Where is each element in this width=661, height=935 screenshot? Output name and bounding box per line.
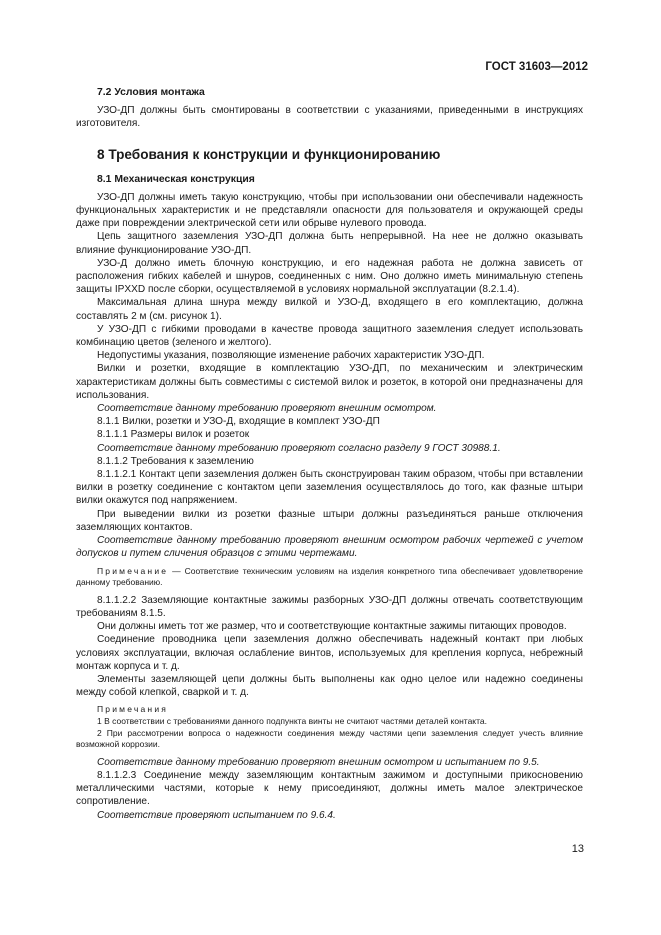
section-heading-8: 8 Требования к конструкции и функционированию [97, 146, 441, 162]
paragraph: УЗО-ДП должны быть смонтированы в соответствии с указаниями, приведенными в инструкциях изготовителя. [76, 105, 583, 130]
notes-label: Примечания [97, 704, 169, 715]
compliance-note: Соответствие данному требованию проверяют внешним осмотром рабочих чертежей с учетом допусков и путем сличения образцов с этими чертежами. [76, 535, 583, 560]
note-text: — Соответствие техническим условиям на изделия конкретного типа обеспечивает удовлетворение данному требованию. [76, 565, 583, 588]
paragraph: При выведении вилки из розетки фазные штыри должны разъединяться раньше отключения заземляющих контактов. [76, 508, 583, 533]
subsection-8-1-1: 8.1.1 Вилки, розетки и УЗО-Д, входящие в комплект УЗО-ДП [97, 416, 380, 428]
paragraph: Элементы заземляющей цепи должны быть выполнены как одно целое или надежно соединены между собой клепкой, сваркой и т. д. [76, 673, 583, 699]
paragraph: Они должны иметь тот же размер, что и соответствующие контактные зажимы питающих проводов. [97, 621, 567, 633]
paragraph: Максимальная длина шнура между вилкой и УЗО-Д, входящего в его комплектацию, должна составлять 2 м (см. рисунок 1). [76, 297, 583, 322]
note [76, 566, 583, 589]
subsection-8-1-1-1: 8.1.1.1 Размеры вилок и розеток [97, 429, 250, 441]
note-item: 1 В соответствии с требованиями данного подпункта винты не считают частями деталей контакта. [97, 715, 488, 726]
compliance-note: Соответствие данному требованию проверяют внешним осмотром. [97, 403, 437, 415]
subsection-8-1-1-2: 8.1.1.2 Требования к заземлению [97, 455, 254, 467]
paragraph: Недопустимы указания, позволяющие изменение рабочих характеристик УЗО-ДП. [97, 350, 485, 362]
paragraph: УЗО-Д должно иметь блочную конструкцию, и его надежная работа не должна зависеть от расположения гибких кабелей и шнуров, соединенных с ним. Оно должно иметь минимальную степень защиты IPXXD после сборки, осуществляемой в условиях нормальной эксплуатации (8.2.1.4). [76, 257, 583, 296]
paragraph: 8.1.1.2.1 Контакт цепи заземления должен быть сконструирован таким образом, чтобы при вставлении вилки в розетку соединение с контактом цепи заземления осуществлялось до того, как фазные штыри вилки окажутся под напряжением. [76, 469, 583, 507]
paragraph: У УЗО-ДП с гибкими проводами в качестве провода защитного заземления следует использовать комбинацию цветов (зеленого и желтого). [76, 323, 583, 349]
compliance-note: Соответствие данному требованию проверяют внешним осмотром и испытанием по 9.5. [97, 756, 540, 768]
compliance-note: Соответствие проверяют испытанием по 9.6.4. [97, 809, 336, 821]
paragraph: УЗО-ДП должны иметь такую конструкцию, чтобы при использовании они обеспечивали надежность функциональных характеристик и не представляли опасности для пользователя и окружающей среды даже при повреждении электрической сети или обрыве нулевого провода. [76, 191, 583, 230]
page-number: 13 [571, 843, 584, 855]
document-header: ГОСТ 31603—2012 [485, 61, 588, 73]
paragraph: Вилки и розетки, входящие в комплектацию УЗО-ДП, по механическим и электрическим характеристикам должны быть совместимы с системой вилок и розеток, в которой они предназначены для использования. [76, 363, 583, 401]
page-body [76, 86, 583, 822]
section-heading-7-2: 7.2 Условия монтажа [97, 87, 205, 98]
paragraph: Цепь защитного заземления УЗО-ДП должна быть непрерывной. На нее не должно оказывать влияние функционирование УЗО-ДП. [76, 231, 583, 256]
compliance-note: Соответствие данному требованию проверяют согласно разделу 9 ГОСТ 30988.1. [97, 442, 501, 454]
note-label: Примечание [97, 565, 169, 576]
note-item: 2 При рассмотрении вопроса о надежности соединения между частями цепи заземления следует учесть влияние возможной коррозии. [76, 727, 583, 750]
paragraph: 8.1.1.2.2 Заземляющие контактные зажимы разборных УЗО-ДП должны отвечать соответствующим требованиям 8.1.5. [76, 594, 583, 619]
paragraph: 8.1.1.2.3 Соединение между заземляющим контактным зажимом и доступными прикосновению металлическими частями, которые к нему присоединяют, должны иметь малое электрическое сопротивление. [76, 769, 583, 808]
section-heading-8-1: 8.1 Механическая конструкция [97, 173, 255, 185]
paragraph: Соединение проводника цепи заземления должно обеспечивать надежный контакт при любых условиях эксплуатации, включая ослабление винтов, используемых для крепления корпуса, небрежный монтаж корпуса и т. д. [76, 634, 583, 672]
